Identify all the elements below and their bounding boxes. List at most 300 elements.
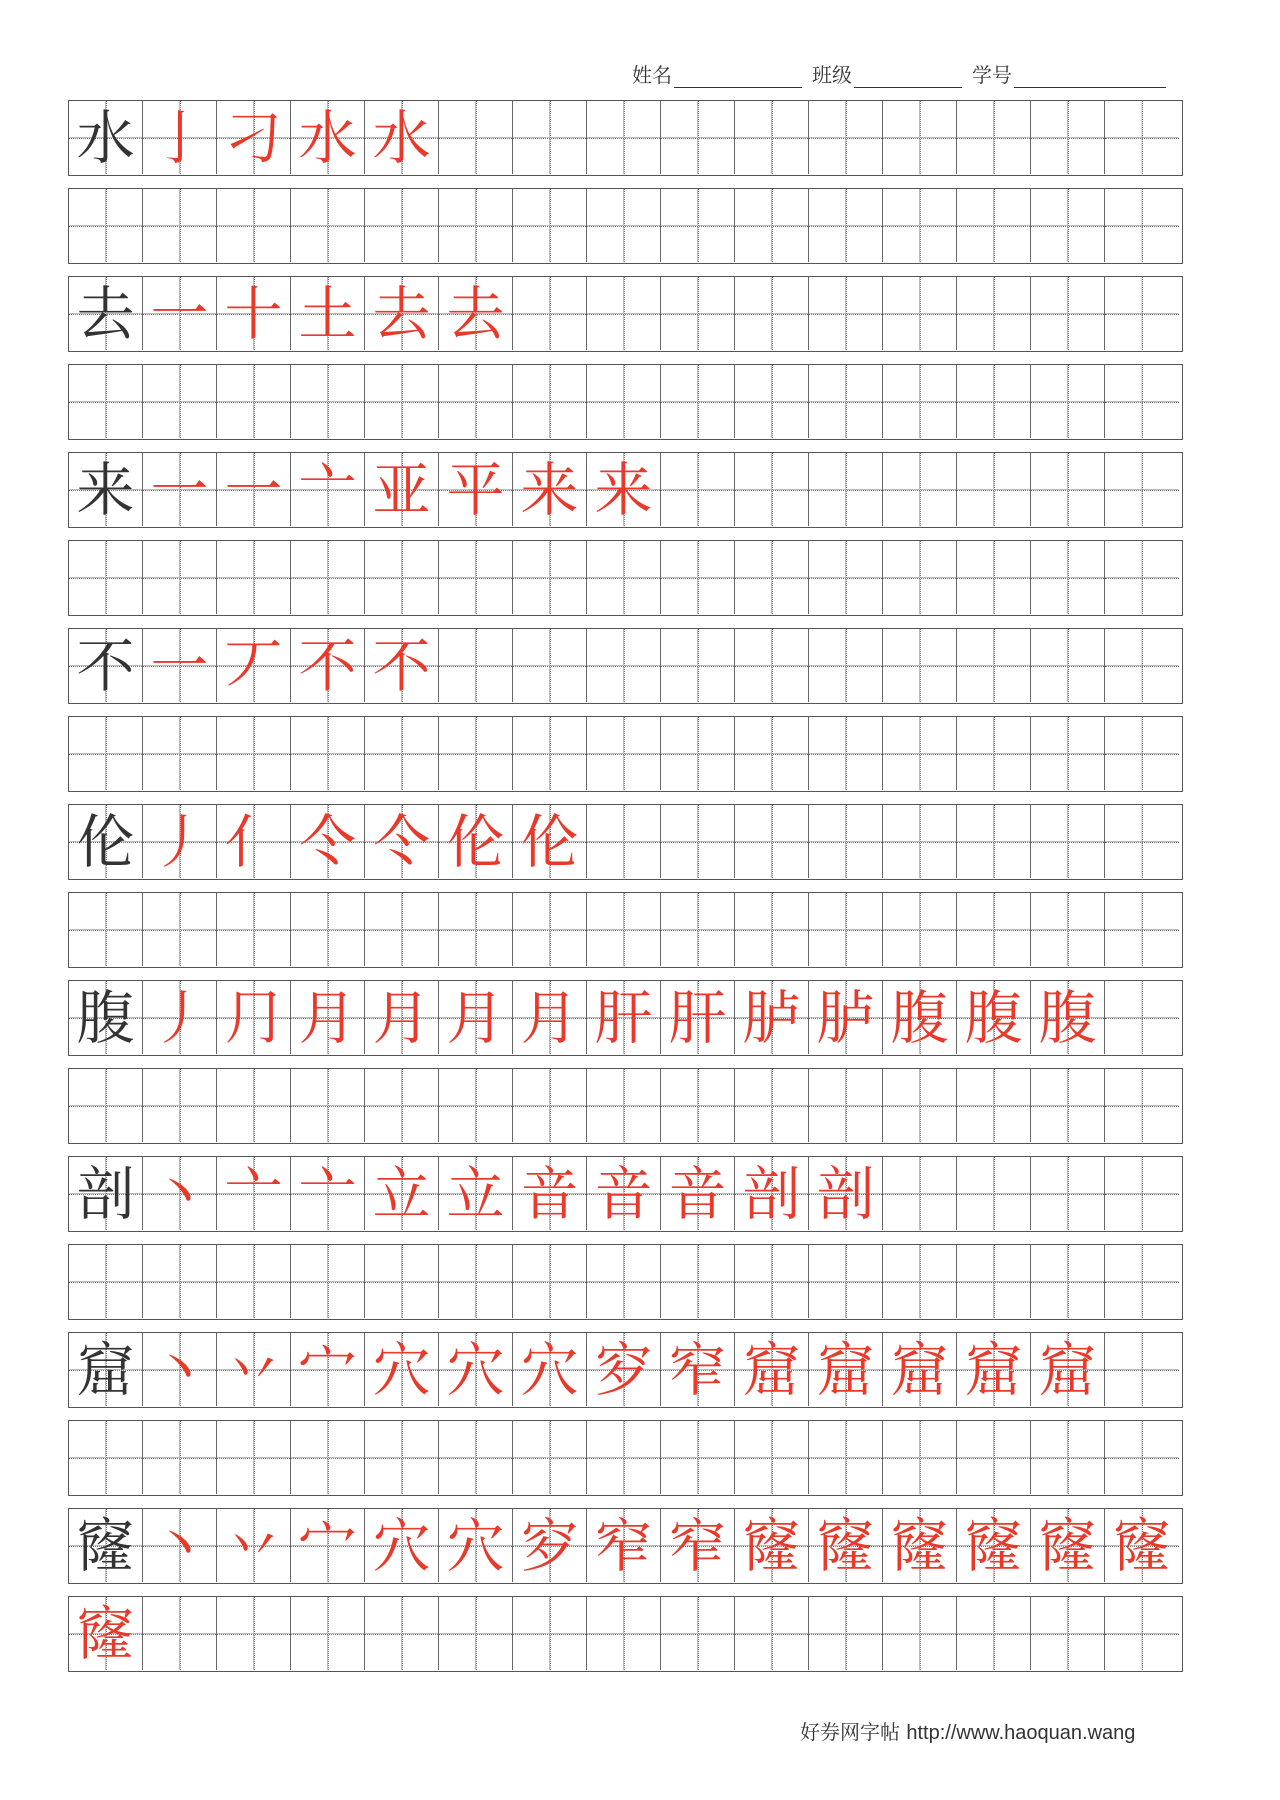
grid-cell[interactable]	[217, 277, 291, 350]
grid-cell[interactable]	[661, 1245, 735, 1318]
grid-cell[interactable]	[735, 1421, 809, 1494]
grid-cell[interactable]	[291, 1157, 365, 1230]
grid-cell[interactable]	[365, 981, 439, 1054]
grid-cell[interactable]	[217, 1509, 291, 1582]
grid-cell[interactable]	[735, 805, 809, 878]
grid-cell[interactable]	[587, 893, 661, 966]
grid-cell[interactable]	[957, 365, 1031, 438]
grid-cell[interactable]	[661, 893, 735, 966]
grid-cell[interactable]	[217, 1421, 291, 1494]
grid-cell[interactable]	[143, 1421, 217, 1494]
grid-cell[interactable]	[661, 189, 735, 262]
grid-cell[interactable]	[661, 1069, 735, 1142]
grid-cell[interactable]	[735, 189, 809, 262]
grid-cell[interactable]	[883, 541, 957, 614]
grid-cell[interactable]	[587, 805, 661, 878]
grid-cell[interactable]	[587, 1597, 661, 1670]
name-field[interactable]	[632, 59, 812, 88]
grid-cell[interactable]	[587, 453, 661, 526]
grid-cell[interactable]	[587, 629, 661, 702]
grid-cell[interactable]	[957, 1597, 1031, 1670]
new-stroke-highlight: 丶	[150, 1511, 209, 1580]
grid-cell[interactable]	[291, 1069, 365, 1142]
grid-cell[interactable]	[735, 1597, 809, 1670]
grid-cell[interactable]	[143, 1509, 217, 1582]
grid-cell[interactable]	[809, 1157, 883, 1230]
grid-cell[interactable]	[69, 189, 143, 262]
grid-cell[interactable]	[291, 101, 365, 174]
grid-cell[interactable]	[661, 1157, 735, 1230]
grid-cell[interactable]	[1031, 189, 1105, 262]
grid-cell[interactable]	[661, 101, 735, 174]
grid-cell[interactable]	[735, 1245, 809, 1318]
grid-cell[interactable]	[217, 1597, 291, 1670]
grid-cell[interactable]	[143, 1157, 217, 1230]
grid-cell[interactable]	[809, 1509, 883, 1582]
grid-cell[interactable]	[291, 365, 365, 438]
grid-cell[interactable]	[439, 1333, 513, 1406]
grid-cell[interactable]	[69, 805, 143, 878]
grid-cell[interactable]	[883, 893, 957, 966]
grid-cell[interactable]	[439, 805, 513, 878]
grid-cell[interactable]	[957, 1069, 1031, 1142]
stroke-step-character	[298, 631, 357, 700]
grid-cell[interactable]	[439, 1157, 513, 1230]
grid-cell[interactable]	[1031, 1157, 1105, 1230]
grid-cell[interactable]	[957, 277, 1031, 350]
grid-cell[interactable]	[513, 893, 587, 966]
stroke-step-character	[372, 983, 431, 1052]
grid-cell[interactable]	[587, 1245, 661, 1318]
grid-cell[interactable]	[1031, 1597, 1105, 1670]
grid-cell[interactable]	[809, 981, 883, 1054]
grid-cell[interactable]	[69, 1245, 143, 1318]
grid-cell[interactable]	[883, 1509, 957, 1582]
grid-cell[interactable]	[365, 365, 439, 438]
new-stroke-highlight: 丿	[150, 807, 209, 876]
grid-cell[interactable]	[513, 101, 587, 174]
grid-cell[interactable]	[1031, 1421, 1105, 1494]
grid-cell[interactable]	[587, 189, 661, 262]
grid-cell[interactable]	[69, 893, 143, 966]
grid-cell[interactable]	[69, 453, 143, 526]
grid-cell[interactable]	[69, 1509, 143, 1582]
grid-cell[interactable]	[143, 189, 217, 262]
grid-cell[interactable]	[661, 981, 735, 1054]
grid-cell[interactable]	[143, 717, 217, 790]
new-stroke-highlight: 不	[372, 631, 431, 700]
grid-cell[interactable]	[365, 1421, 439, 1494]
grid-cell[interactable]	[217, 805, 291, 878]
grid-cell[interactable]	[1105, 1597, 1179, 1670]
grid-cell[interactable]	[217, 453, 291, 526]
grid-cell[interactable]	[587, 541, 661, 614]
grid-cell[interactable]	[883, 101, 957, 174]
grid-cell[interactable]	[513, 1245, 587, 1318]
grid-cell[interactable]	[735, 453, 809, 526]
grid-cell[interactable]	[735, 541, 809, 614]
grid-cell[interactable]	[439, 189, 513, 262]
grid-cell[interactable]	[69, 541, 143, 614]
grid-cell[interactable]	[1105, 365, 1179, 438]
grid-cell[interactable]	[439, 1597, 513, 1670]
grid-cell[interactable]	[365, 1597, 439, 1670]
grid-cell[interactable]	[587, 1333, 661, 1406]
grid-cell[interactable]	[365, 717, 439, 790]
grid-cell[interactable]	[1031, 1509, 1105, 1582]
grid-cell[interactable]	[439, 453, 513, 526]
grid-cell[interactable]	[587, 1421, 661, 1494]
grid-cell[interactable]	[883, 1157, 957, 1230]
grid-cell[interactable]	[809, 717, 883, 790]
grid-cell[interactable]	[143, 629, 217, 702]
grid-cell[interactable]	[883, 453, 957, 526]
grid-cell[interactable]	[661, 453, 735, 526]
new-stroke-highlight: 立	[372, 1159, 431, 1228]
grid-cell[interactable]	[217, 1245, 291, 1318]
grid-cell[interactable]	[143, 101, 217, 174]
grid-cell[interactable]	[1105, 981, 1179, 1054]
grid-cell[interactable]	[1031, 541, 1105, 614]
grid-cell[interactable]	[513, 1597, 587, 1670]
grid-cell[interactable]	[217, 981, 291, 1054]
grid-cell[interactable]	[291, 277, 365, 350]
grid-cell[interactable]	[217, 717, 291, 790]
stroke-step-character	[372, 279, 431, 348]
grid-cell[interactable]	[1031, 805, 1105, 878]
grid-cell[interactable]	[365, 1069, 439, 1142]
grid-cell[interactable]	[957, 629, 1031, 702]
grid-cell[interactable]	[291, 1421, 365, 1494]
grid-cell[interactable]	[291, 1333, 365, 1406]
stroke-step-character	[742, 1335, 801, 1404]
grid-cell[interactable]	[143, 805, 217, 878]
grid-cell[interactable]	[513, 277, 587, 350]
grid-cell[interactable]	[735, 1157, 809, 1230]
grid-cell[interactable]	[439, 1245, 513, 1318]
grid-cell[interactable]	[735, 277, 809, 350]
grid-cell[interactable]	[735, 1509, 809, 1582]
grid-cell[interactable]	[661, 1421, 735, 1494]
grid-cell[interactable]	[809, 1421, 883, 1494]
stroke-step-character	[594, 1511, 653, 1580]
grid-cell[interactable]	[809, 365, 883, 438]
grid-cell[interactable]	[291, 981, 365, 1054]
grid-cell[interactable]	[439, 717, 513, 790]
grid-cell[interactable]	[513, 717, 587, 790]
grid-cell[interactable]	[439, 277, 513, 350]
grid-cell[interactable]	[809, 1333, 883, 1406]
grid-cell[interactable]	[365, 1509, 439, 1582]
grid-cell[interactable]	[365, 629, 439, 702]
grid-cell[interactable]	[69, 1069, 143, 1142]
grid-cell[interactable]	[217, 365, 291, 438]
grid-cell[interactable]	[883, 277, 957, 350]
grid-cell[interactable]	[513, 1157, 587, 1230]
grid-cell[interactable]	[957, 1509, 1031, 1582]
grid-cell[interactable]	[365, 453, 439, 526]
grid-cell[interactable]	[661, 1509, 735, 1582]
grid-cell[interactable]	[1105, 189, 1179, 262]
grid-cell[interactable]	[1105, 1421, 1179, 1494]
grid-cell[interactable]	[587, 1509, 661, 1582]
grid-cell[interactable]	[69, 1157, 143, 1230]
grid-cell[interactable]	[69, 629, 143, 702]
grid-cell[interactable]	[1105, 101, 1179, 174]
grid-cell[interactable]	[513, 1421, 587, 1494]
grid-cell[interactable]	[883, 365, 957, 438]
grid-cell[interactable]	[957, 541, 1031, 614]
stroke-step-character	[150, 455, 209, 524]
grid-cell[interactable]	[809, 101, 883, 174]
grid-cell[interactable]	[513, 981, 587, 1054]
stroke-step-character	[150, 103, 209, 172]
grid-cell[interactable]	[1031, 1245, 1105, 1318]
footer-url[interactable]: http://www.haoquan.wang	[906, 1722, 1136, 1744]
grid-cell[interactable]	[661, 629, 735, 702]
grid-cell[interactable]	[291, 1509, 365, 1582]
grid-cell[interactable]	[661, 365, 735, 438]
grid-cell[interactable]	[143, 893, 217, 966]
grid-cell[interactable]	[143, 1069, 217, 1142]
grid-cell[interactable]	[883, 805, 957, 878]
grid-cell[interactable]	[1031, 1069, 1105, 1142]
grid-cell[interactable]	[661, 277, 735, 350]
number-blank-line[interactable]	[1014, 65, 1166, 88]
grid-cell[interactable]	[217, 1069, 291, 1142]
grid-cell[interactable]	[735, 893, 809, 966]
grid-cell[interactable]	[1105, 453, 1179, 526]
grid-cell[interactable]	[143, 981, 217, 1054]
grid-cell[interactable]	[735, 365, 809, 438]
grid-cell[interactable]	[439, 1069, 513, 1142]
grid-cell[interactable]	[217, 1333, 291, 1406]
grid-cell[interactable]	[291, 189, 365, 262]
grid-cell[interactable]	[69, 101, 143, 174]
grid-cell[interactable]	[291, 1245, 365, 1318]
grid-cell[interactable]	[291, 1597, 365, 1670]
grid-cell[interactable]	[365, 541, 439, 614]
grid-cell[interactable]	[217, 893, 291, 966]
grid-cell[interactable]	[69, 1333, 143, 1406]
grid-cell[interactable]	[587, 101, 661, 174]
grid-cell[interactable]	[513, 453, 587, 526]
class-field[interactable]	[812, 59, 972, 88]
grid-cell[interactable]	[1031, 1333, 1105, 1406]
grid-cell[interactable]	[365, 893, 439, 966]
grid-cell[interactable]	[439, 1421, 513, 1494]
grid-cell[interactable]	[1031, 453, 1105, 526]
grid-cell[interactable]	[957, 453, 1031, 526]
grid-cell[interactable]	[957, 189, 1031, 262]
grid-cell[interactable]	[587, 717, 661, 790]
grid-cell[interactable]	[587, 981, 661, 1054]
grid-cell[interactable]	[69, 365, 143, 438]
grid-cell[interactable]	[735, 101, 809, 174]
grid-cell[interactable]	[809, 1069, 883, 1142]
grid-cell[interactable]	[809, 189, 883, 262]
grid-cell[interactable]	[1031, 717, 1105, 790]
grid-cell[interactable]	[883, 981, 957, 1054]
grid-cell[interactable]	[809, 629, 883, 702]
grid-cell[interactable]	[957, 981, 1031, 1054]
grid-cell[interactable]	[143, 1597, 217, 1670]
grid-cell[interactable]	[439, 1509, 513, 1582]
grid-cell[interactable]	[439, 365, 513, 438]
grid-cell[interactable]	[1105, 1157, 1179, 1230]
grid-cell[interactable]	[143, 365, 217, 438]
grid-cell[interactable]	[365, 189, 439, 262]
grid-cell[interactable]	[809, 277, 883, 350]
grid-cell[interactable]	[69, 277, 143, 350]
grid-cell[interactable]	[439, 101, 513, 174]
grid-cell[interactable]	[439, 541, 513, 614]
grid-cell[interactable]	[957, 805, 1031, 878]
grid-cell[interactable]	[883, 1245, 957, 1318]
grid-cell[interactable]	[513, 805, 587, 878]
new-stroke-highlight: 剖	[742, 1159, 801, 1228]
grid-cell[interactable]	[735, 717, 809, 790]
name-blank-line[interactable]	[674, 65, 802, 88]
grid-cell[interactable]	[809, 541, 883, 614]
grid-cell[interactable]	[735, 1069, 809, 1142]
grid-cell[interactable]	[1105, 805, 1179, 878]
grid-cell[interactable]	[1105, 541, 1179, 614]
blank-practice-row	[68, 892, 1183, 968]
grid-cell[interactable]	[957, 1333, 1031, 1406]
grid-cell[interactable]	[661, 1597, 735, 1670]
grid-cell[interactable]	[365, 1157, 439, 1230]
grid-cell[interactable]	[513, 1333, 587, 1406]
grid-cell[interactable]	[1031, 981, 1105, 1054]
grid-cell[interactable]	[217, 189, 291, 262]
grid-cell[interactable]	[291, 805, 365, 878]
grid-cell[interactable]	[1105, 629, 1179, 702]
grid-cell[interactable]	[69, 1421, 143, 1494]
grid-cell[interactable]	[661, 541, 735, 614]
model-character: 水	[76, 103, 135, 172]
grid-cell[interactable]	[291, 717, 365, 790]
grid-cell[interactable]	[883, 1069, 957, 1142]
grid-cell[interactable]	[957, 717, 1031, 790]
grid-cell[interactable]	[809, 1245, 883, 1318]
grid-cell[interactable]	[291, 629, 365, 702]
grid-cell[interactable]	[143, 277, 217, 350]
grid-cell[interactable]	[587, 277, 661, 350]
grid-cell[interactable]	[513, 1069, 587, 1142]
grid-cell[interactable]	[217, 1157, 291, 1230]
grid-cell[interactable]	[439, 629, 513, 702]
new-stroke-highlight: 窿	[890, 1511, 949, 1580]
grid-cell[interactable]	[957, 893, 1031, 966]
grid-cell[interactable]	[1105, 717, 1179, 790]
grid-cell[interactable]	[883, 189, 957, 262]
grid-cell[interactable]	[439, 893, 513, 966]
grid-cell[interactable]	[1105, 1069, 1179, 1142]
grid-cell[interactable]	[883, 1421, 957, 1494]
student-number-field[interactable]	[972, 59, 1166, 88]
grid-cell[interactable]	[809, 893, 883, 966]
grid-cell[interactable]	[1105, 1509, 1179, 1582]
grid-cell[interactable]	[587, 365, 661, 438]
grid-cell[interactable]	[809, 805, 883, 878]
grid-cell[interactable]	[1105, 1333, 1179, 1406]
grid-cell[interactable]	[587, 1069, 661, 1142]
grid-cell[interactable]	[661, 717, 735, 790]
grid-cell[interactable]	[1105, 893, 1179, 966]
grid-cell[interactable]	[513, 365, 587, 438]
grid-cell[interactable]	[291, 541, 365, 614]
grid-cell[interactable]	[883, 717, 957, 790]
grid-cell[interactable]	[1031, 101, 1105, 174]
grid-cell[interactable]	[661, 1333, 735, 1406]
grid-cell[interactable]	[513, 1509, 587, 1582]
grid-cell[interactable]	[365, 277, 439, 350]
grid-cell[interactable]	[809, 1597, 883, 1670]
grid-cell[interactable]	[1105, 1245, 1179, 1318]
grid-cell[interactable]	[587, 1157, 661, 1230]
grid-cell[interactable]	[217, 541, 291, 614]
grid-cell[interactable]	[1105, 277, 1179, 350]
grid-cell[interactable]	[513, 189, 587, 262]
grid-cell[interactable]	[69, 1597, 143, 1670]
grid-cell[interactable]	[143, 541, 217, 614]
grid-cell[interactable]	[735, 1333, 809, 1406]
new-stroke-highlight: 窟	[816, 1335, 875, 1404]
grid-cell[interactable]	[957, 101, 1031, 174]
grid-cell[interactable]	[143, 1245, 217, 1318]
grid-cell[interactable]	[365, 101, 439, 174]
grid-cell[interactable]	[809, 453, 883, 526]
grid-cell[interactable]	[291, 453, 365, 526]
grid-cell[interactable]	[957, 1421, 1031, 1494]
grid-cell[interactable]	[439, 981, 513, 1054]
grid-cell[interactable]	[1031, 365, 1105, 438]
stroke-step-character	[372, 631, 431, 700]
grid-cell[interactable]	[143, 1333, 217, 1406]
grid-cell[interactable]	[883, 629, 957, 702]
grid-cell[interactable]	[513, 629, 587, 702]
grid-cell[interactable]	[1031, 277, 1105, 350]
grid-cell[interactable]	[69, 717, 143, 790]
grid-cell[interactable]	[735, 981, 809, 1054]
grid-cell[interactable]	[735, 629, 809, 702]
grid-cell[interactable]	[661, 805, 735, 878]
grid-cell[interactable]	[1031, 629, 1105, 702]
class-blank-line[interactable]	[854, 65, 962, 88]
grid-cell[interactable]	[69, 981, 143, 1054]
grid-cell[interactable]	[217, 101, 291, 174]
stroke-step-character	[668, 983, 727, 1052]
grid-cell[interactable]	[365, 1333, 439, 1406]
grid-cell[interactable]	[513, 541, 587, 614]
stroke-step-character	[594, 455, 653, 524]
model-character: 窿	[76, 1511, 135, 1580]
grid-cell[interactable]	[883, 1597, 957, 1670]
grid-cell[interactable]	[957, 1157, 1031, 1230]
grid-cell[interactable]	[143, 453, 217, 526]
grid-cell[interactable]	[957, 1245, 1031, 1318]
grid-cell[interactable]	[365, 805, 439, 878]
grid-cell[interactable]	[883, 1333, 957, 1406]
stroke-step-character	[224, 631, 283, 700]
grid-cell[interactable]	[217, 629, 291, 702]
new-stroke-highlight: 仒	[372, 807, 431, 876]
stroke-step-character	[150, 631, 209, 700]
grid-cell[interactable]	[1031, 893, 1105, 966]
grid-cell[interactable]	[365, 1245, 439, 1318]
grid-cell[interactable]	[291, 893, 365, 966]
